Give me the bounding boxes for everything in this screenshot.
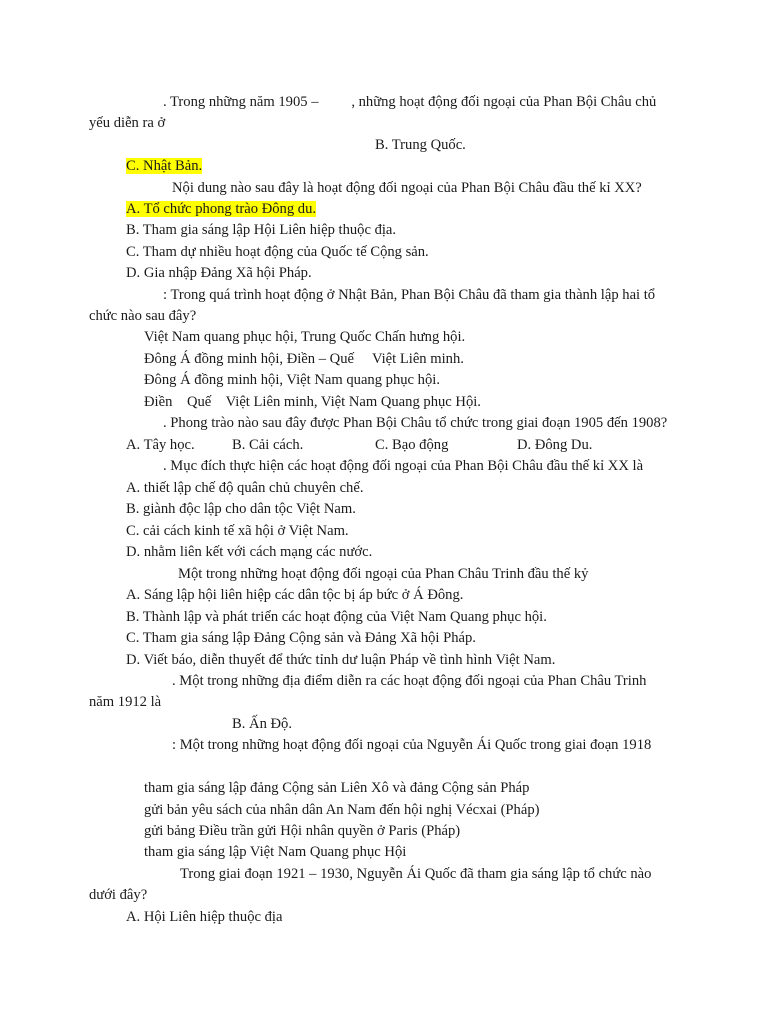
question-2-option-a [126, 199, 316, 219]
question-8-option-2: gửi bản yêu sách của nhân dân An Nam đến hội nghị Vécxai (Pháp) [144, 802, 540, 818]
question-5-option-a: A. thiết lập chế độ quân chủ chuyên chế. [126, 480, 364, 496]
question-2-option-c: C. Tham dự nhiều hoạt động của Quốc tế Cộng sản. [126, 244, 429, 260]
answer-highlight: A. Tổ chức phong trào Đông du. [126, 201, 317, 217]
question-8-option-1: tham gia sáng lập đảng Cộng sản Liên Xô và đảng Cộng sản Pháp [144, 780, 530, 796]
question-8-option-3: gửi bảng Điều trần gửi Hội nhân quyền ở Paris (Pháp) [144, 823, 461, 839]
question-9-option-a: A. Hội Liên hiệp thuộc địa [126, 909, 283, 925]
answer-highlight: C. Nhật Bản. [126, 158, 203, 174]
question-3-option-4: Điền Quế Việt Liên minh, Việt Nam Quang phục Hội. [144, 394, 481, 410]
question-3-option-3: Đông Á đồng minh hội, Việt Nam quang phục hội. [144, 372, 440, 388]
question-5-option-d: D. nhằm liên kết với cách mạng các nước. [126, 544, 373, 560]
question-6-option-d: D. Viết báo, diễn thuyết để thức tỉnh dư luận Pháp về tình hình Việt Nam. [126, 652, 556, 668]
question-1-text: . Trong những năm 1905 – , những hoạt động đối ngoại của Phan Bội Châu chủ [163, 94, 657, 110]
question-3-option-1: Việt Nam quang phục hội, Trung Quốc Chấn hưng hội. [144, 329, 466, 345]
question-2-text: Nội dung nào sau đây là hoạt động đối ngoại của Phan Bội Châu đầu thế kỉ XX? [172, 180, 642, 196]
question-4-text: . Phong trào nào sau đây được Phan Bội Châu tổ chức trong giai đoạn 1905 đến 1908? [163, 415, 668, 431]
question-8-option-4: tham gia sáng lập Việt Nam Quang phục Hội [144, 844, 407, 860]
question-7-option-b: B. Ấn Độ. [232, 716, 292, 732]
question-9-text: Trong giai đoạn 1921 – 1930, Nguyễn Ái Quốc đã tham gia sáng lập tổ chức nào [180, 866, 652, 882]
question-7-text: . Một trong những địa điểm diễn ra các hoạt động đối ngoại của Phan Châu Trinh [172, 673, 647, 689]
question-4-option-b: B. Cải cách. [232, 437, 304, 453]
question-3-text-cont: chức nào sau đây? [89, 308, 197, 324]
question-8-text: : Một trong những hoạt động đối ngoại của Nguyễn Ái Quốc trong giai đoạn 1918 [172, 737, 652, 753]
question-1-option-c [126, 156, 202, 176]
question-4-option-d: D. Đông Du. [517, 437, 593, 453]
question-1-text-cont: yếu diễn ra ở [89, 115, 166, 131]
question-6-option-c: C. Tham gia sáng lập Đảng Cộng sản và Đảng Xã hội Pháp. [126, 630, 476, 646]
question-6-option-a: A. Sáng lập hội liên hiệp các dân tộc bị áp bức ở Á Đông. [126, 587, 464, 603]
question-2-option-d: D. Gia nhập Đảng Xã hội Pháp. [126, 265, 312, 281]
question-1-option-b: B. Trung Quốc. [375, 137, 466, 153]
question-5-option-b: B. giành độc lập cho dân tộc Việt Nam. [126, 501, 356, 517]
question-3-text: : Trong quá trình hoạt động ở Nhật Bản, Phan Bội Châu đã tham gia thành lập hai tổ [163, 287, 656, 303]
question-3-option-2: Đông Á đồng minh hội, Điền – Quế Việt Liên minh. [144, 351, 464, 367]
question-6-option-b: B. Thành lập và phát triển các hoạt động của Việt Nam Quang phục hội. [126, 609, 547, 625]
question-5-option-c: C. cải cách kinh tế xã hội ở Việt Nam. [126, 523, 349, 539]
question-7-text-cont: năm 1912 là [89, 694, 162, 710]
question-9-text-cont: dưới đây? [89, 887, 148, 903]
question-4-option-a: A. Tây học. [126, 437, 195, 453]
question-4-option-c: C. Bạo động [375, 437, 449, 453]
question-2-option-b: B. Tham gia sáng lập Hội Liên hiệp thuộc địa. [126, 222, 397, 238]
question-5-text: . Mục đích thực hiện các hoạt động đối ngoại của Phan Bội Châu đầu thế kỉ XX là [163, 458, 644, 474]
question-6-text: Một trong những hoạt động đối ngoại của Phan Châu Trinh đầu thế kỷ [178, 566, 589, 582]
